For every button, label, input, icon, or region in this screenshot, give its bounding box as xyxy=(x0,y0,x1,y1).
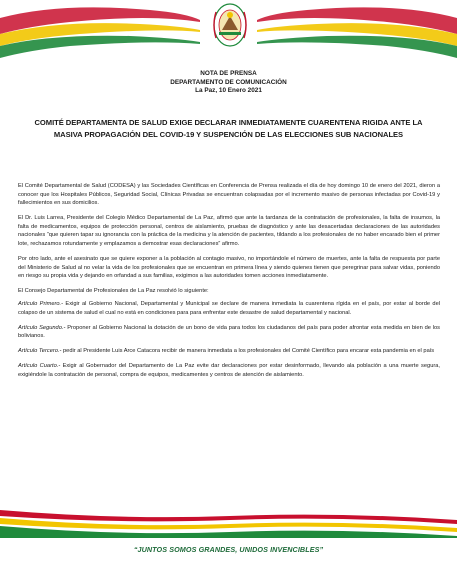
article-3 xyxy=(18,347,440,356)
paragraph-4: El Consejo Departamental de Profesionales de La Paz resolvió lo siguiente: xyxy=(18,288,209,295)
article-3-label: Artículo Tercero.- xyxy=(18,348,62,355)
press-body xyxy=(18,182,440,386)
paragraph-3: Por otro lado, ante el asesinato que se quiere exponer a la población al contagio masivo, no importándole el número de muertes, ante la falta de respuesta por parte del Ministerio de Salud al no velar la vida de los profesionales que se encuentran en primera línea y siendo quienes tienen que peregrinar para salvar vidas, poniendo en riesgo su propia vida y dejando en orfandad a sus familias, exigimos a las autoridades tomen acciones inmediatamente. xyxy=(18,255,440,280)
article-1 xyxy=(18,300,440,317)
article-4 xyxy=(18,362,440,379)
press-header xyxy=(0,70,457,96)
article-4-label: Artículo Cuarto.- xyxy=(18,363,61,370)
article-4-text: Exigir al Gobernador del Departamento de La Paz evite dar declaraciones por estar desinformado, llevando ala población a una muerte segura, exigiéndole la contratación de personal, compra de equipos, medicamentes y centros de atención de aislamiento. xyxy=(18,363,440,379)
header-line-2: DEPARTAMENTO DE COMUNICACIÓN xyxy=(170,78,287,86)
article-1-label: Artículo Primero.- xyxy=(18,301,64,308)
article-1-text: Exigir al Gobierno Nacional, Departamental y Municipal se declare de manera inmediata la cuarentena rígida en el país, por estar al borde del colapso de un sistema de salud el cual no está en condiciones para para enfrentar este desastre de salud departamental y nacional. xyxy=(18,301,440,316)
article-3-text: pedir al Presidente Luis Arce Catacora recibir de manera inmediata a los profesionales del Comité Científico para encarar esta pandemia en el país xyxy=(61,348,435,355)
slogan: “JUNTOS SOMOS GRANDES, UNIDOS INVENCIBLES” xyxy=(133,545,324,554)
paragraph-2: El Dr. Luis Larrea, Presidente del Colegio Médico Departamental de La Paz, afirmó que ante la tardanza de la contratación de profesionales, la falta de insumos, la falta de medicamentos, equipos de protección personal, centros de aislamiento, pruebas de diagnóstico y ante las desacertadas declaraciones de las autoridades nacionales “que quieren tapar su ignorancia con la práctica de la medicina y la atención de pacientes, tildando a los profesionales de no haber encarado bien el primer lote, rechazamos rotundamente y emplazamos a demostrar esas declaraciones” afirmo. xyxy=(18,215,440,247)
article-2-label: Artículo Segundo.- xyxy=(18,324,66,331)
decorative-swoosh-right xyxy=(257,0,457,60)
paragraph-1: El Comité Departamental de Salud (CODESA) y las Sociedades Científicas en Conferencia de Prensa realizada el día de hoy domingo 10 de enero del 2021, dieron a conocer que los Hospitales Públicos, Seguridad Social, Clínicas Privadas se encuentran colapsadas por el incremento masivo de personas infectadas por Covid-19 y fallecimientos en sus domicilios. xyxy=(18,183,440,207)
article-2 xyxy=(18,324,440,341)
bolivia-coat-of-arms-icon xyxy=(212,2,248,48)
decorative-footer-band xyxy=(0,506,457,538)
header-line-1: NOTA DE PRENSA xyxy=(200,70,257,77)
header-date: La Paz, 10 Enero 2021 xyxy=(195,87,262,95)
press-title: COMITÉ DEPARTAMENTA DE SALUD EXIGE DECLARAR INMEDIATAMENTE CUARENTENA RIGIDA ANTE LA MASIVA PROPAGACIÓN DEL COVID-19 Y SUSPENCIÓN DE LAS ELECCIONES SUB NACIONALES xyxy=(34,118,423,139)
article-2-text: Proponer al Gobierno Nacional la dotación de un bono de vida para todos los ciudadanos del país para poder afrontar esta medida en bien de los bolivianos. xyxy=(18,324,441,340)
decorative-swoosh-left xyxy=(0,0,200,60)
